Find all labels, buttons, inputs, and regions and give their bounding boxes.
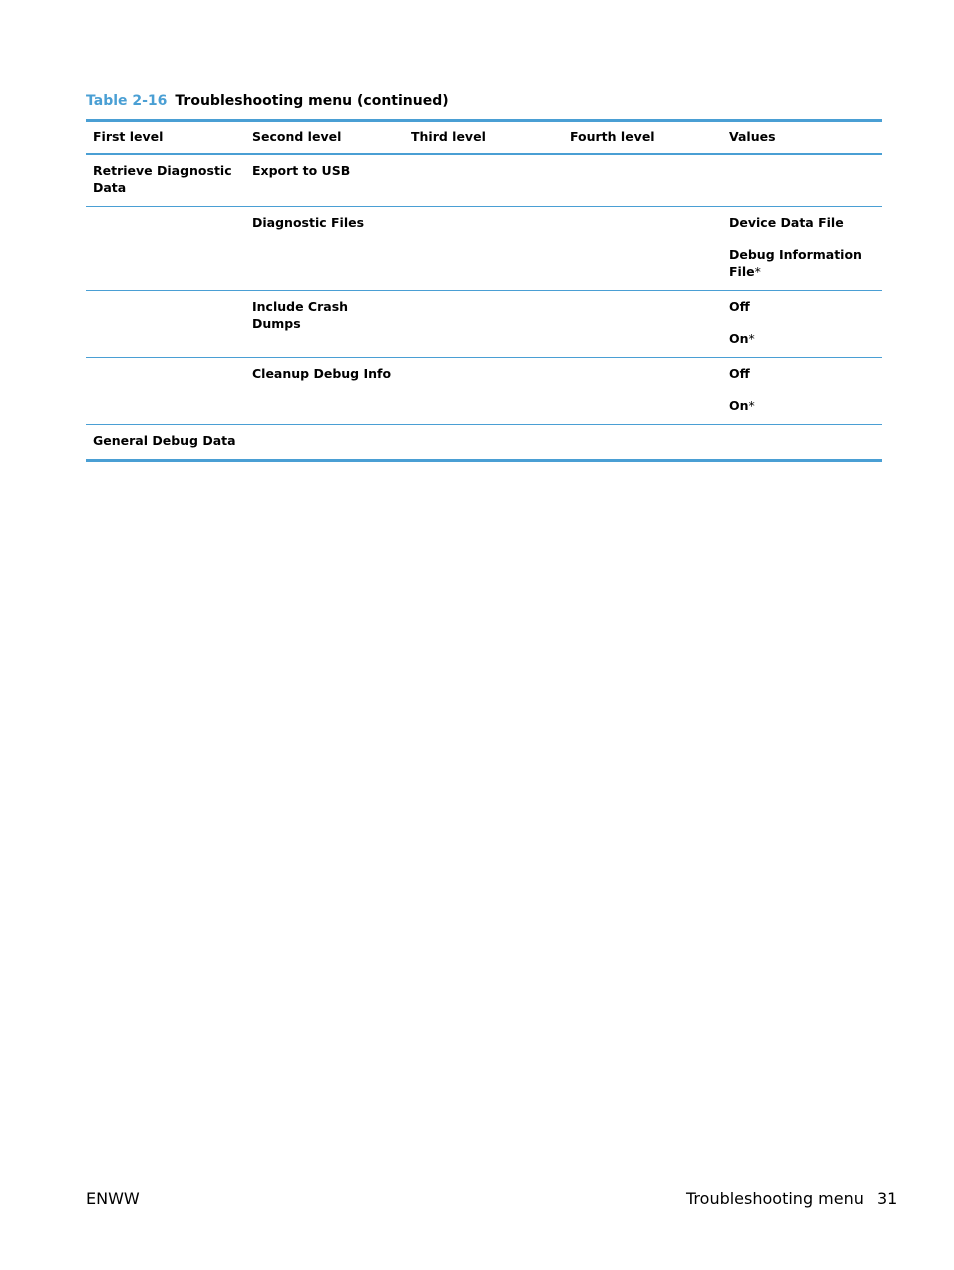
cell-third-level [404,358,563,425]
table-row [86,291,882,358]
cell-values [722,207,882,291]
cell-fourth-level [563,425,722,461]
cell-values [722,154,882,207]
cell-second-level [245,425,404,461]
cell-fourth-level [563,207,722,291]
table-number: Table 2-16 [86,93,168,109]
cell-first-level [86,207,245,291]
cell-second-level: Cleanup Debug Info [245,358,404,425]
cell-first-level [86,358,245,425]
table-row [86,154,882,207]
cell-first-level: General Debug Data [86,425,245,461]
footer-publication-code: ENWW [86,1189,140,1208]
cell-first-level [86,291,245,358]
header-fourth-level: Fourth level [563,121,722,155]
cell-fourth-level [563,358,722,425]
footer-section-title: Troubleshooting menu [686,1189,864,1208]
table-caption [86,93,449,109]
cell-third-level [404,207,563,291]
header-second-level: Second level [245,121,404,155]
cell-values [722,425,882,461]
cell-second-level: Diagnostic Files [245,207,404,291]
cell-fourth-level [563,291,722,358]
cell-values [722,291,882,358]
table-row [86,207,882,291]
table-title: Troubleshooting menu (continued) [175,93,449,109]
table-header-row [86,121,882,155]
troubleshooting-menu-table [86,119,882,462]
value-item: Off [729,299,750,314]
footer-page-number: 31 [877,1189,898,1208]
header-third-level: Third level [404,121,563,155]
cell-fourth-level [563,154,722,207]
table-row [86,425,882,461]
cell-third-level [404,154,563,207]
default-marker: * [748,331,755,346]
value-item: On* [729,398,755,413]
header-values: Values [722,121,882,155]
cell-values [722,358,882,425]
table-row [86,358,882,425]
value-item: Debug Information File* [729,247,862,279]
cell-third-level [404,291,563,358]
default-marker: * [748,398,755,413]
value-item: Off [729,366,750,381]
cell-third-level [404,425,563,461]
cell-second-level: Export to USB [252,163,351,178]
value-item: On* [729,331,755,346]
header-first-level: First level [86,121,245,155]
cell-second-level: Include Crash Dumps [245,291,404,358]
default-marker: * [754,264,761,279]
cell-first-level: Retrieve Diagnostic Data [93,163,232,195]
value-item: Device Data File [729,215,844,230]
